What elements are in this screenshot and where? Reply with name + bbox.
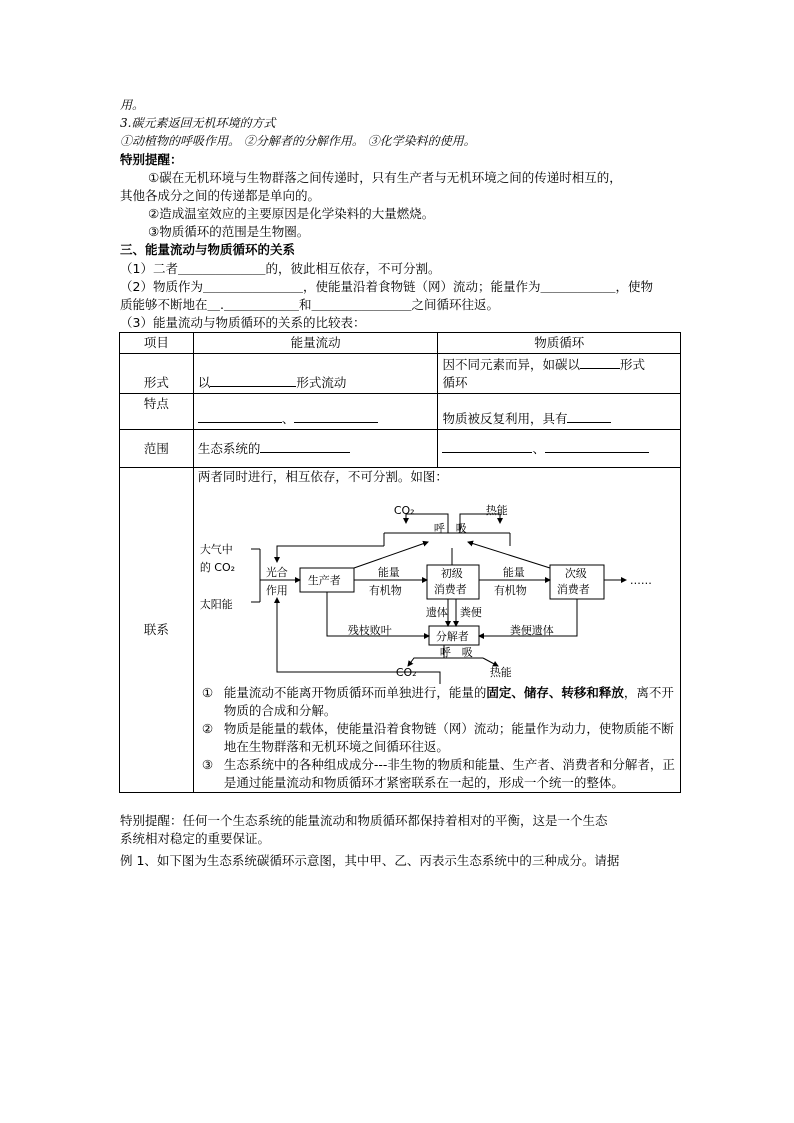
feces-remains-label: 粪便遗体 [509,624,554,637]
scope-matter-cell [438,430,681,468]
table-row [120,468,681,793]
example-1: 例 1、如下图为生态系统碳循环示意图，其中甲、乙、丙表示生态系统中的三种成分。请据 [120,853,620,868]
tip-3: ③物质循环的范围是生物圈。 [148,224,310,239]
point-number: ① [201,685,214,700]
atmosphere-label-1: 大气中 [199,543,233,556]
respiration-bottom-label: 呼 吸 [439,646,473,659]
table-row [120,394,681,430]
bottom-tip-1: 特别提醒：任何一个生态系统的能量流动和物质循环都保持着相对的平衡，这是一个生态 [120,813,608,828]
respiration-top-label: 呼 吸 [433,522,467,535]
continuation-dots: …… [629,574,652,587]
list-item [198,684,676,720]
energy-label-2: 能量 [502,566,525,579]
scope-energy-cell [193,430,438,468]
photosynthesis-label-1: 光合 [265,566,288,579]
comparison-table [119,332,681,793]
row-label-form: 形式 [120,354,194,394]
tip-1b: 其他各成分之间的传递都是单向的。 [120,188,321,203]
point-text: 生态系统中的各种组成成分---非生物的物质和能量、生产者、消费者和分解者，正是通过能量流动和物质循环才紧密联系在一起的，形成一个统一的整体。 [223,757,675,790]
secondary-consumer-label-2: 消费者 [556,583,590,596]
co2-top-label: CO₂ [393,504,415,517]
heat-top-label: 热能 [485,504,508,517]
feature-matter-cell [438,394,681,430]
point-number: ② [201,721,214,736]
form-matter-c: 循环 [442,375,468,390]
table-row [120,354,681,394]
solar-energy-label: 太阳能 [199,598,233,611]
primary-consumer-label-1: 初级 [440,567,463,580]
list-item [198,756,676,792]
form-matter-a: 因不同元素而异，如碳以 [442,357,580,372]
organic-label-1: 有机物 [368,584,402,597]
producer-label: 生产者 [307,574,341,587]
answer-blank[interactable] [545,439,649,453]
point-text: 物质是能量的载体，使能量沿着食物链（网）流动；能量作为动力，使物质能不断地在生物群落和无机环境之间循环往返。 [223,721,674,754]
feature-energy-cell [193,394,438,430]
answer-blank[interactable] [567,409,611,423]
link-points [198,684,676,792]
question-3: （3）能量流动与物质循环的关系的比较表： [120,315,366,330]
header-energy: 能量流动 [193,333,438,354]
feature-matter-prefix: 物质被反复利用，具有 [442,411,568,426]
link-intro: 两者同时进行，相互依存，不可分割。如图： [197,469,448,484]
form-energy-suffix: 形式流动 [296,375,347,390]
answer-blank[interactable] [294,409,378,423]
litter-label: 残枝败叶 [347,624,392,637]
answer-blank[interactable] [198,409,282,423]
atmosphere-label-2: 的 CO₂ [199,561,236,574]
row-label-feature: 特点 [120,394,194,430]
form-matter-b: 形式 [619,357,645,372]
point-number: ③ [201,757,214,772]
form-energy-prefix: 以 [197,375,211,390]
feces-label: 粪便 [459,606,482,619]
organic-label-2: 有机物 [493,584,527,597]
point-text: 能量流动不能离开物质循环而单独进行，能量的 [223,685,487,700]
energy-label-1: 能量 [377,566,400,579]
tip-title: 特别提醒： [120,152,183,167]
text-continuation: 用。 [120,98,145,112]
tip-1a: ①碳在无机环境与生物群落之间传递时，只有生产者与无机环境之间的传递时相互的， [148,170,622,185]
answer-blank[interactable] [580,355,620,369]
point-bold-text: 固定、储存、转移和释放 [486,685,624,700]
feature-energy-sep: 、 [281,411,295,426]
heat-bottom-label: 热能 [489,666,512,679]
co2-bottom-label: CO₂ [395,666,417,679]
form-energy-cell [193,354,438,394]
tip-2: ②造成温室效应的主要原因是化学染料的大量燃烧。 [148,206,435,221]
form-matter-cell [438,354,681,394]
question-2a: （2）物质作为＿＿＿＿＿＿＿＿，使能量沿着食物链（网）流动；能量作为＿＿＿＿＿＿，使物 [120,279,653,294]
point-text-tail: ，离不开物质的合成和分解。 [223,685,674,718]
answer-blank[interactable] [210,373,296,387]
answer-blank[interactable] [260,439,350,453]
secondary-consumer-label-1: 次级 [564,567,587,580]
scope-matter-sep: 、 [532,441,545,456]
header-matter: 物质循环 [438,333,681,354]
carbon-energy-diagram [198,486,676,684]
question-1: （1）二者＿＿＿＿＿＿＿的，彼此相互依存，不可分割。 [120,261,441,276]
link-cell [193,468,680,793]
remains-label: 遗体 [425,606,448,619]
header-item: 项目 [120,333,194,354]
decomposer-label: 分解者 [435,630,469,643]
bottom-tip-2: 系统相对稳定的重要保证。 [120,831,271,846]
table-row [120,430,681,468]
primary-consumer-label-2: 消费者 [433,583,467,596]
carbon-return-ways: ①动植物的呼吸作用。 ②分解者的分解作用。 ③化学染料的使用。 [120,134,476,148]
row-label-scope: 范围 [120,430,194,468]
question-2b: 质能够不断地在＿.＿＿＿＿＿＿和＿＿＿＿＿＿＿＿之间循环往返。 [120,297,499,312]
list-item [198,720,676,756]
photosynthesis-label-2: 作用 [265,584,288,597]
scope-energy-prefix: 生态系统的 [197,441,261,456]
table-header-row [120,333,681,354]
answer-blank[interactable] [442,439,532,453]
row-label-link: 联系 [120,468,194,793]
section-title: 三、能量流动与物质循环的关系 [120,242,296,257]
carbon-return-heading: 3.碳元素返回无机环境的方式 [120,116,276,130]
